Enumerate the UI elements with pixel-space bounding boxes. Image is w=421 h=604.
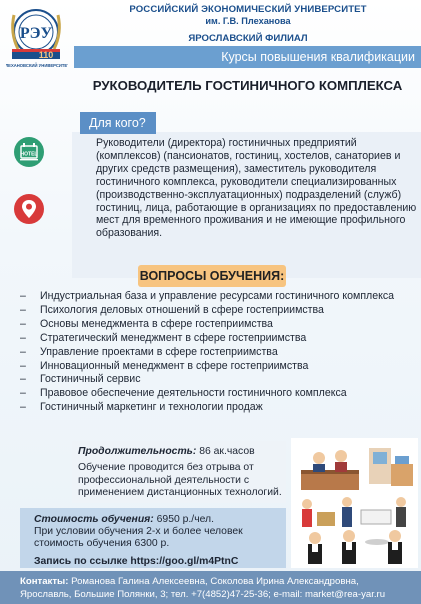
university-name xyxy=(88,4,408,45)
list-item: – Правовое обеспечение деятельности гостиничного комплекса xyxy=(20,387,420,401)
list-item: – Стратегический менеджмент в сфере гостеприимства xyxy=(20,332,420,346)
duration-label: Продолжительность: xyxy=(78,446,197,457)
audience-description: Руководители (директора) гостиничных предприятий (комплексов) (пансионатов, гостиниц, хостелов, санаториев и других средств размещения), заместитель руководителя гостиничного комплекса, руководители специализированных (производственно-эксплуатационных) подразделений (служб) гостиниц, лица, работающие в организациях по предоставлению мест для временного проживания и не имеющие профильного образования. xyxy=(96,137,417,240)
signup-link[interactable]: Запись по ссылке https://goo.gl/m4PtnC xyxy=(34,556,239,568)
logo-number: 110 xyxy=(38,50,54,60)
contacts-label: Контакты: xyxy=(20,576,69,587)
hotel-staff-illustration xyxy=(291,438,418,568)
duration-block xyxy=(78,446,288,500)
list-item: – Основы менеджмента в сфере гостеприимства xyxy=(20,318,420,332)
list-item: – Гостиничный сервис xyxy=(20,373,420,387)
logo-caption: ПЛЕХАНОВСКИЙ УНИВЕРСИТЕТ xyxy=(6,63,68,68)
svg-text:РЭУ: РЭУ xyxy=(19,25,53,42)
list-item: – Психология деловых отношений в сфере гостеприимства xyxy=(20,304,420,318)
list-item: – Гостиничный маркетинг и технологии продаж xyxy=(20,401,420,415)
page-title: РУКОВОДИТЕЛЬ ГОСТИНИЧНОГО КОМПЛЕКСА xyxy=(92,78,403,93)
duration-note: Обучение проводится без отрыва от профессиональной деятельности с применением дистанционных технологий. xyxy=(78,462,282,499)
contacts-address: Ярославль, Большие Полянки, 3; тел. +7(4852)47-25-36; e-mail: market@rea-yar.ru xyxy=(20,589,386,600)
university-logo xyxy=(6,5,68,71)
duration-value: 86 ак.часов xyxy=(199,446,255,457)
who-tab: Для кого? xyxy=(80,112,156,134)
cost-discount: стоимость обучения 6300 р. xyxy=(34,537,170,549)
list-item: – Инновационный менеджмент в сфере гостеприимства xyxy=(20,360,420,374)
university-line1: РОССИЙСКИЙ ЭКОНОМИЧЕСКИЙ УНИВЕРСИТЕТ xyxy=(129,4,367,15)
cost-value: 6950 р./чел. xyxy=(156,514,214,525)
branch-name: ЯРОСЛАВСКИЙ ФИЛИАЛ xyxy=(188,33,308,44)
cost-label: Стоимость обучения: xyxy=(34,514,154,525)
topics-heading: ВОПРОСЫ ОБУЧЕНИЯ: xyxy=(138,265,286,287)
contacts-names: Романова Галина Алексеевна, Соколова Ирина Александровна, xyxy=(71,576,359,587)
topics-list xyxy=(20,290,420,415)
cost-block xyxy=(34,514,286,568)
hotel-icon-label: HOTEL xyxy=(20,151,38,158)
hotel-icon xyxy=(14,137,44,167)
contacts-footer xyxy=(0,571,421,604)
courses-banner: Курсы повышения квалификации xyxy=(74,46,421,68)
list-item: – Индустриальная база и управление ресурсами гостиничного комплекса xyxy=(20,290,420,304)
location-pin-icon xyxy=(14,194,44,224)
list-item: – Управление проектами в сфере гостеприимства xyxy=(20,346,420,360)
cost-condition: При условии обучения 2-х и более человек xyxy=(34,525,243,537)
university-line2: им. Г.В. Плеханова xyxy=(205,16,291,26)
